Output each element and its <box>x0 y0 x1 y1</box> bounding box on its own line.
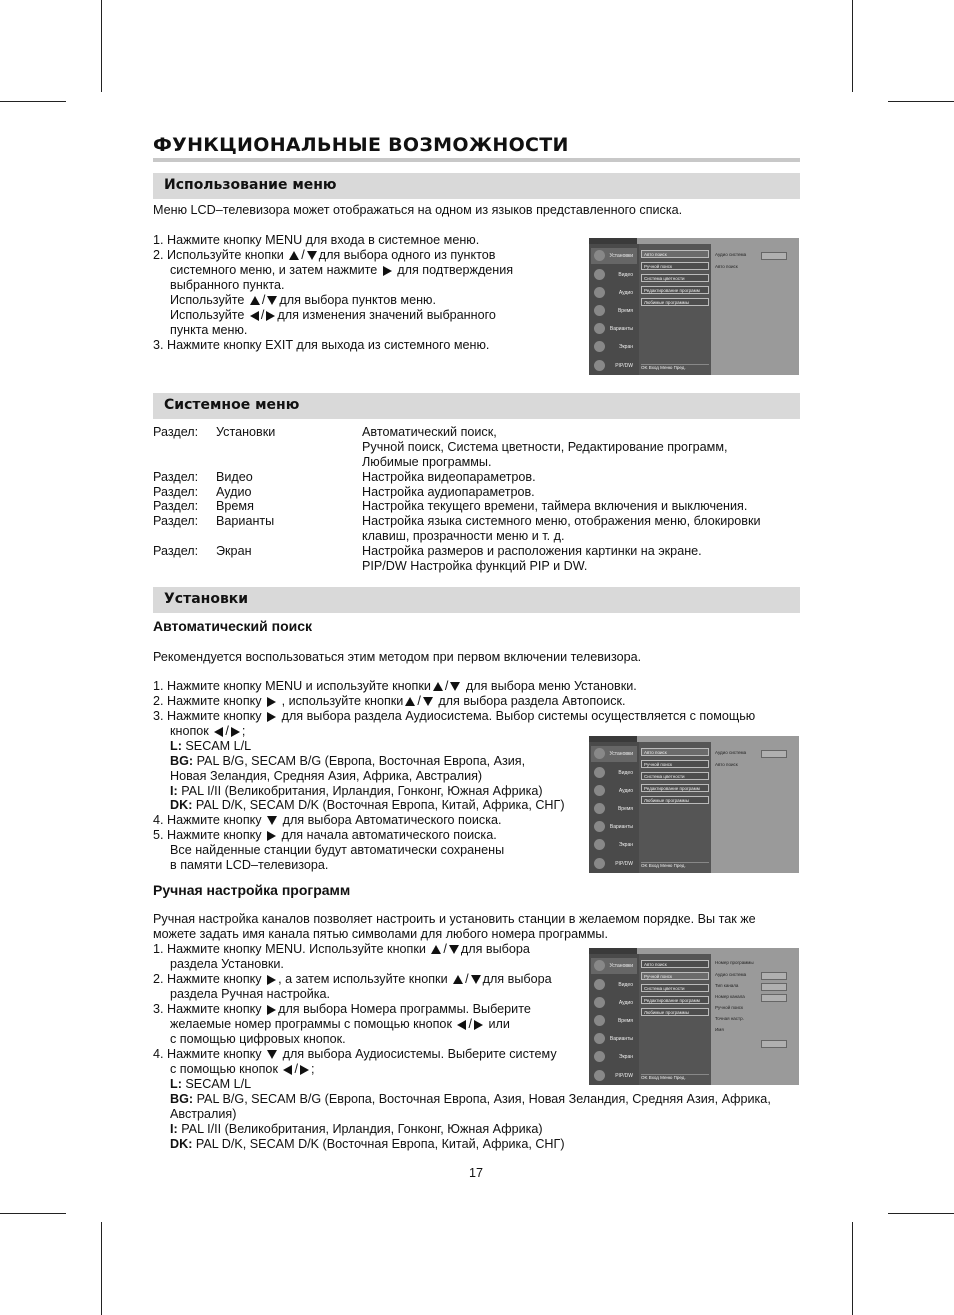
audio-icon <box>594 287 605 298</box>
settings-icon <box>594 960 605 971</box>
row-name: Установки <box>216 425 276 439</box>
intro-text: Меню LCD–телевизора может отображаться на одном из языков представленного списка. <box>153 203 683 217</box>
row-name: Экран <box>216 544 252 558</box>
system-option: BG: PAL B/G, SECAM B/G (Европа, Восточная Европа, Азия, <box>170 754 526 768</box>
row-desc: Ручной поиск, Система цветности, Редактирование программ, <box>362 440 728 454</box>
system-option: DK: PAL D/K, SECAM D/K (Восточная Европа, Китай, Африка, СНГ) <box>170 798 565 812</box>
menu-item: Система цветности <box>641 772 709 780</box>
value-box <box>761 252 787 260</box>
step: системного меню, и затем нажмите для подтверждения <box>170 263 514 277</box>
tv-menu-screenshot <box>589 736 799 873</box>
step: 1. Нажмите кнопку MENU. Используйте кнопки / для выбора <box>153 942 530 956</box>
sidebar-item: Установки <box>591 248 637 264</box>
row-label: Раздел: <box>153 544 199 558</box>
row-name: Аудио <box>216 485 252 499</box>
system-option: DK: PAL D/K, SECAM D/K (Восточная Европа, Китай, Африка, СНГ) <box>170 1137 565 1151</box>
menu-item: Любимые программы <box>641 796 709 804</box>
subheading-auto-search: Автоматический поиск <box>153 618 313 634</box>
down-arrow-icon <box>267 296 277 305</box>
left-arrow-icon <box>250 311 259 321</box>
step: с помощью кнопок / ; <box>170 1062 315 1076</box>
row-name: Время <box>216 499 254 513</box>
crop-mark <box>888 101 954 102</box>
right-item: Аудио система <box>715 750 747 755</box>
system-option: I: PAL I/II (Великобритания, Ирландия, Гонконг, Южная Африка) <box>170 784 543 798</box>
page-number: 17 <box>469 1166 484 1180</box>
step: 3. Нажмите кнопку для выбора Номера программы. Выберите <box>153 1002 531 1016</box>
step: пункта меню. <box>170 323 248 337</box>
sidebar-item: Аудио <box>591 783 637 799</box>
tv-menu-screenshot <box>589 948 799 1085</box>
section-heading: Использование меню <box>164 177 337 193</box>
up-arrow-icon <box>289 251 299 260</box>
step: 3. Нажмите кнопку для выбора раздела Аудиосистема. Выбор системы осуществляется с помощью <box>153 709 756 723</box>
sidebar-item: Экран <box>591 339 637 355</box>
right-item: Номер программы <box>715 960 754 965</box>
system-option: L: SECAM L/L <box>170 1077 252 1091</box>
menu-item: Система цветности <box>641 984 709 992</box>
sidebar-item: Аудио <box>591 995 637 1011</box>
step: 1. Нажмите кнопку MENU и используйте кнопки / для выбора меню Установки. <box>153 679 637 693</box>
video-icon <box>594 979 605 990</box>
right-arrow-icon <box>267 1005 276 1015</box>
sidebar-item: PIP/DW <box>591 358 637 374</box>
sidebar-item: Экран <box>591 1049 637 1065</box>
step: в памяти LCD–телевизора. <box>170 858 329 872</box>
step: 4. Нажмите кнопку для выбора Аудиосистемы. Выберите систему <box>153 1047 557 1061</box>
up-arrow-icon <box>431 945 441 954</box>
down-arrow-icon <box>449 945 459 954</box>
up-arrow-icon <box>250 296 260 305</box>
sidebar-item: Видео <box>591 765 637 781</box>
intro-text: Рекомендуется воспользоваться этим методом при первом включении телевизора. <box>153 650 642 664</box>
left-arrow-icon <box>283 1065 292 1075</box>
step: 5. Нажмите кнопку для начала автоматического поиска. <box>153 828 497 842</box>
value-box <box>761 750 787 758</box>
row-name: Видео <box>216 470 253 484</box>
video-icon <box>594 767 605 778</box>
sidebar-item: Аудио <box>591 285 637 301</box>
row-label: Раздел: <box>153 499 199 513</box>
options-icon <box>594 1033 605 1044</box>
row-desc: Настройка текущего времени, таймера включения и выключения. <box>362 499 748 513</box>
row-desc: клавиш, прозрачности меню и т. д. <box>362 529 565 543</box>
clock-icon <box>594 1015 605 1026</box>
sidebar-item: Время <box>591 1013 637 1029</box>
menu-footer: OK Вход Меню Пред. <box>641 1074 709 1083</box>
row-desc: Настройка видеопараметров. <box>362 470 536 484</box>
step: кнопок / ; <box>170 724 246 738</box>
value-box <box>761 972 787 980</box>
sidebar-item: Видео <box>591 267 637 283</box>
row-desc: PIP/DW Настройка функций PIP и DW. <box>362 559 588 573</box>
audio-icon <box>594 785 605 796</box>
right-arrow-icon <box>231 727 240 737</box>
menu-item: Ручной поиск <box>641 972 709 980</box>
intro-text: Ручная настройка каналов позволяет настроить и установить станции в желаемом порядке. Вы так же <box>153 912 756 926</box>
settings-icon <box>594 748 605 759</box>
left-arrow-icon <box>214 727 223 737</box>
row-label: Раздел: <box>153 514 199 528</box>
step: раздела Ручная настройка. <box>170 987 331 1001</box>
right-item: Номер канала <box>715 994 745 999</box>
right-arrow-icon <box>266 311 275 321</box>
crop-mark <box>852 0 853 92</box>
value-box <box>761 994 787 1002</box>
sidebar-item: Время <box>591 801 637 817</box>
step: 2. Нажмите кнопку , используйте кнопки / для выбора раздела Автопоиск. <box>153 694 626 708</box>
pip-icon <box>594 1070 605 1081</box>
menu-footer: OK Вход Меню Пред. <box>641 364 709 373</box>
system-option: BG: PAL B/G, SECAM B/G (Европа, Восточная Европа, Азия, Новая Зеландия, Средняя Азия, Африка, <box>170 1092 771 1106</box>
menu-item: Ручной поиск <box>641 262 709 270</box>
down-arrow-icon <box>450 682 460 691</box>
sidebar-item: PIP/DW <box>591 856 637 872</box>
sidebar-item: PIP/DW <box>591 1068 637 1084</box>
title-rule <box>153 158 800 162</box>
crop-mark <box>0 1213 66 1214</box>
pip-icon <box>594 858 605 869</box>
up-arrow-icon <box>405 697 415 706</box>
section-header-menu-usage <box>153 173 800 199</box>
row-label: Раздел: <box>153 470 199 484</box>
sidebar-item: Варианты <box>591 819 637 835</box>
tv-menu-screenshot <box>589 238 799 375</box>
right-arrow-icon <box>267 831 276 841</box>
audio-icon <box>594 997 605 1008</box>
subheading-manual-tuning: Ручная настройка программ <box>153 882 351 898</box>
clock-icon <box>594 305 605 316</box>
screen-icon <box>594 1051 605 1062</box>
left-arrow-icon <box>457 1020 466 1030</box>
up-arrow-icon <box>433 682 443 691</box>
right-item: Точная настр. <box>715 1016 744 1021</box>
section-header-settings <box>153 587 800 613</box>
sidebar-item: Установки <box>591 746 637 762</box>
right-item: Авто поиск <box>715 762 738 767</box>
crop-mark <box>0 101 66 102</box>
row-desc: Любимые программы. <box>362 455 492 469</box>
menu-item: Система цветности <box>641 274 709 282</box>
menu-item: Любимые программы <box>641 298 709 306</box>
right-item: Авто поиск <box>715 264 738 269</box>
step: 1. Нажмите кнопку MENU для входа в системное меню. <box>153 233 480 247</box>
row-label: Раздел: <box>153 425 199 439</box>
section-header-system-menu <box>153 393 800 419</box>
options-icon <box>594 821 605 832</box>
menu-item: Авто поиск <box>641 250 709 258</box>
menu-item: Любимые программы <box>641 1008 709 1016</box>
down-arrow-icon <box>307 251 317 260</box>
value-box <box>761 983 787 991</box>
system-option: Австралия) <box>170 1107 237 1121</box>
crop-mark <box>888 1213 954 1214</box>
step: 2. Нажмите кнопку , а затем используйте кнопки / для выбора <box>153 972 552 986</box>
right-arrow-icon <box>383 266 392 276</box>
sidebar-item: Экран <box>591 837 637 853</box>
menu-item: Авто поиск <box>641 748 709 756</box>
step: раздела Установки. <box>170 957 284 971</box>
step: Используйте / для выбора пунктов меню. <box>170 293 436 307</box>
system-option: Новая Зеландия, Средняя Азия, Африка, Австралия) <box>170 769 483 783</box>
options-icon <box>594 323 605 334</box>
right-item: Аудио система <box>715 972 747 977</box>
row-desc: Настройка языка системного меню, отображения меню, блокировки <box>362 514 761 528</box>
page-title: ФУНКЦИОНАЛЬНЫЕ ВОЗМОЖНОСТИ <box>153 134 569 156</box>
intro-text: можете задать имя канала пятью символами для любого номера программы. <box>153 927 608 941</box>
clock-icon <box>594 803 605 814</box>
right-item: Аудио система <box>715 252 747 257</box>
up-arrow-icon <box>453 975 463 984</box>
step: 4. Нажмите кнопку для выбора Автоматического поиска. <box>153 813 502 827</box>
menu-item: Ручной поиск <box>641 760 709 768</box>
menu-item: Редактирование программ <box>641 996 709 1004</box>
section-heading: Системное меню <box>164 397 300 413</box>
sidebar-item: Время <box>591 303 637 319</box>
system-option: I: PAL I/II (Великобритания, Ирландия, Гонконг, Южная Африка) <box>170 1122 543 1136</box>
sidebar-item: Варианты <box>591 1031 637 1047</box>
sidebar-item: Видео <box>591 977 637 993</box>
section-heading: Установки <box>164 591 249 607</box>
row-desc: Автоматический поиск, <box>362 425 497 439</box>
pip-icon <box>594 360 605 371</box>
row-label: Раздел: <box>153 485 199 499</box>
down-arrow-icon <box>267 1050 277 1059</box>
step: выбранного пункта. <box>170 278 285 292</box>
sidebar-item: Варианты <box>591 321 637 337</box>
row-desc: Настройка аудиопараметров. <box>362 485 535 499</box>
crop-mark <box>101 0 102 92</box>
sidebar-item: Установки <box>591 958 637 974</box>
screen-icon <box>594 341 605 352</box>
step: с помощью цифровых кнопок. <box>170 1032 346 1046</box>
step: Используйте / для изменения значений выбранного <box>170 308 496 322</box>
screen-icon <box>594 839 605 850</box>
right-item: Ручной поиск <box>715 1005 744 1010</box>
step: 3. Нажмите кнопку EXIT для выхода из системного меню. <box>153 338 490 352</box>
menu-item: Редактирование программ <box>641 286 709 294</box>
right-arrow-icon <box>267 975 276 985</box>
settings-icon <box>594 250 605 261</box>
system-option: L: SECAM L/L <box>170 739 252 753</box>
row-name: Варианты <box>216 514 275 528</box>
video-icon <box>594 269 605 280</box>
menu-item: Редактирование программ <box>641 784 709 792</box>
step: Все найденные станции будут автоматически сохранены <box>170 843 505 857</box>
right-item: Тип канала <box>715 983 739 988</box>
right-arrow-icon <box>300 1065 309 1075</box>
step: желаемые номер программы с помощью кнопок / или <box>170 1017 510 1031</box>
value-box <box>761 1040 787 1048</box>
down-arrow-icon <box>471 975 481 984</box>
menu-item: Авто поиск <box>641 960 709 968</box>
down-arrow-icon <box>423 697 433 706</box>
menu-footer: OK Вход Меню Пред. <box>641 862 709 871</box>
right-arrow-icon <box>474 1020 483 1030</box>
step: 2. Используйте кнопки / для выбора одного из пунктов <box>153 248 496 262</box>
right-item: Имя <box>715 1027 724 1032</box>
right-arrow-icon <box>267 697 276 707</box>
row-desc: Настройка размеров и расположения картинки на экране. <box>362 544 702 558</box>
right-arrow-icon <box>267 712 276 722</box>
crop-mark <box>101 1222 102 1315</box>
down-arrow-icon <box>267 816 277 825</box>
crop-mark <box>852 1222 853 1315</box>
